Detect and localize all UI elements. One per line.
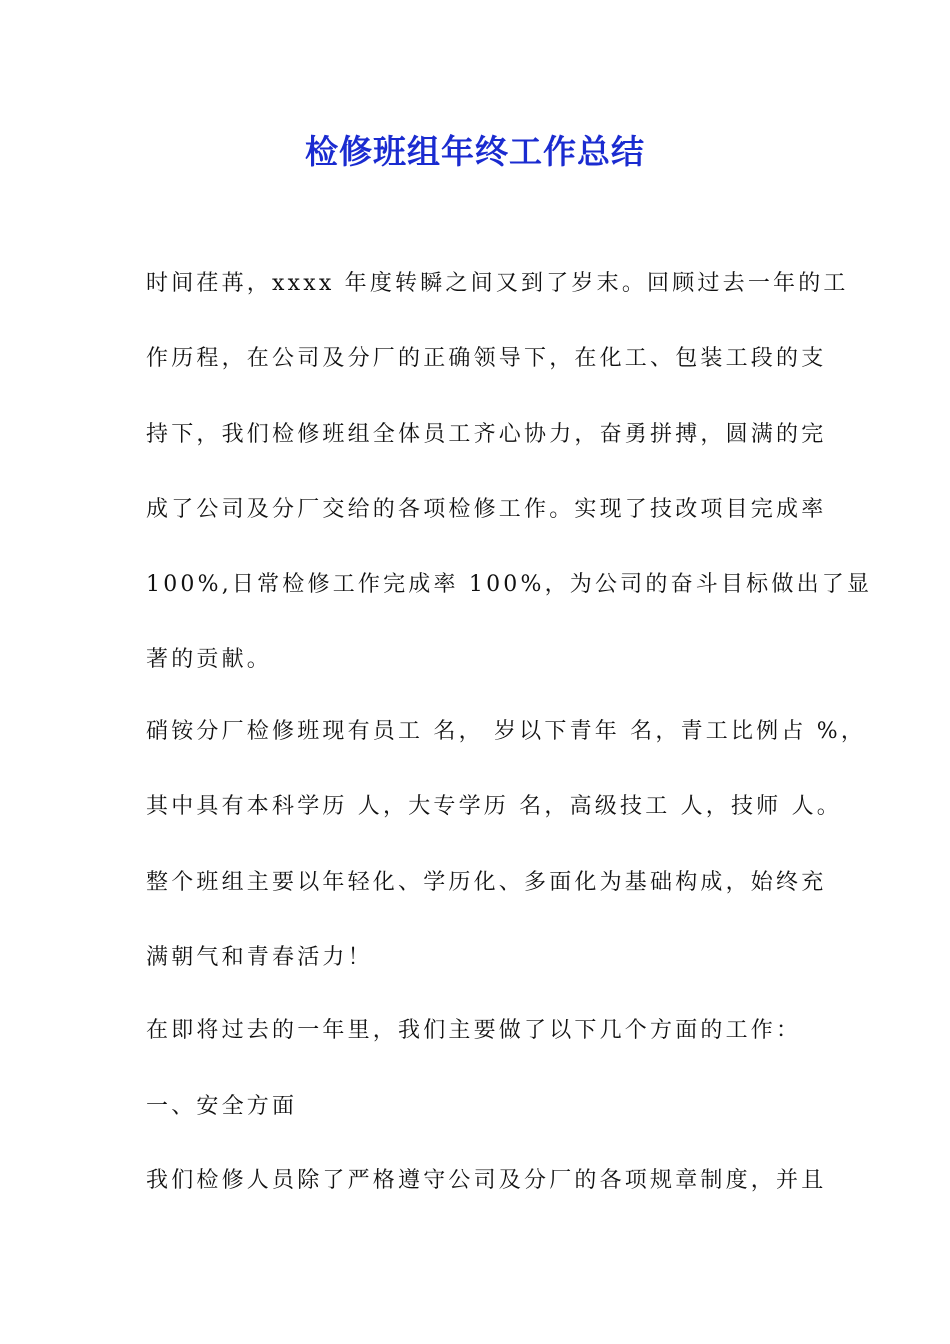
paragraph-line: 成了公司及分厂交给的各项检修工作。实现了技改项目完成率 bbox=[146, 497, 827, 522]
paragraph-line: 整个班组主要以年轻化、学历化、多面化为基础构成，始终充 bbox=[146, 870, 827, 895]
paragraph-line: 100%,日常检修工作完成率 100%，为公司的奋斗目标做出了显 bbox=[146, 572, 873, 597]
paragraph-line: 时间荏苒，xxxx 年度转瞬之间又到了岁末。回顾过去一年的工 bbox=[146, 271, 849, 296]
paragraph-line: 作历程，在公司及分厂的正确领导下，在化工、包装工段的支 bbox=[146, 346, 827, 371]
paragraph-line: 我们检修人员除了严格遵守公司及分厂的各项规章制度，并且 bbox=[146, 1168, 827, 1193]
paragraph-line: 满朝气和青春活力！ bbox=[146, 945, 373, 970]
paragraph-line: 著的贡献。 bbox=[146, 647, 273, 672]
paragraph-line: 硝铵分厂检修班现有员工 名， 岁以下青年 名，青工比例占 %， bbox=[146, 719, 867, 744]
paragraph-line: 持下，我们检修班组全体员工齐心协力，奋勇拼搏，圆满的完 bbox=[146, 422, 827, 447]
section-heading: 一、安全方面 bbox=[146, 1094, 298, 1119]
document-title: 检修班组年终工作总结 bbox=[305, 132, 645, 171]
paragraph-line: 在即将过去的一年里，我们主要做了以下几个方面的工作： bbox=[146, 1018, 802, 1043]
paragraph-line: 其中具有本科学历 人，大专学历 名，高级技工 人，技师 人。 bbox=[146, 794, 842, 819]
